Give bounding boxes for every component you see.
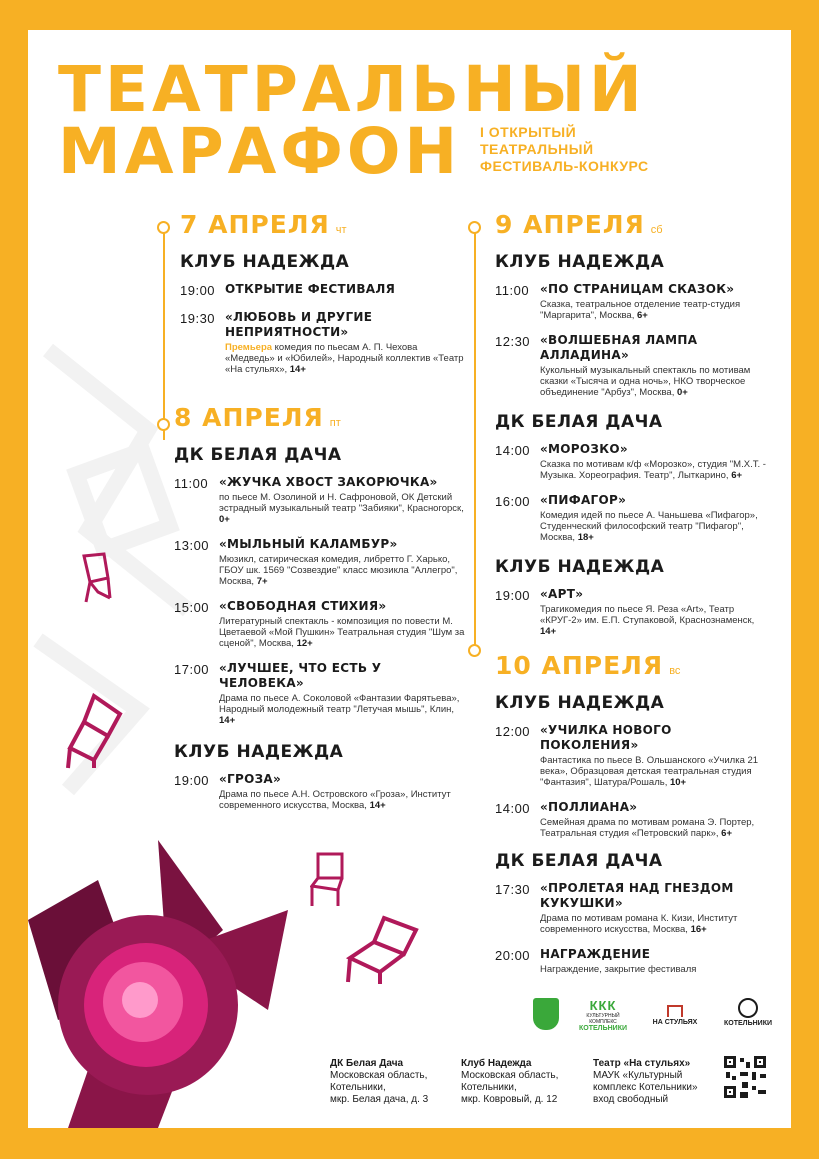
event-time: 14:00 xyxy=(495,443,531,458)
event-desc: Драма по мотивам романа К. Кизи, Институт современного искусства, Москва, 16+ xyxy=(540,913,738,935)
timeline-dot xyxy=(468,644,481,657)
event xyxy=(174,537,465,587)
event xyxy=(174,475,465,525)
event xyxy=(180,282,465,298)
timeline-left xyxy=(163,230,165,440)
timeline-dot xyxy=(157,418,170,431)
title-line-1: ТЕАТРАЛЬНЫЙ xyxy=(58,53,646,126)
event-title: НАГРАЖДЕНИЕ xyxy=(540,947,651,961)
address-title: ДК Белая Дача xyxy=(330,1058,404,1069)
event-desc: Мюзикл, сатирическая комедия, либретто Г. Харько, ГБОУ шк. 1569 "Созвездие" класс мюзикла "Аллегро", Москва, 7+ xyxy=(219,554,458,587)
event-time: 17:00 xyxy=(174,662,210,677)
event-desc: Сказка, театральное отделение театр-студия "Маргарита", Москва, 6+ xyxy=(540,299,741,321)
kkk-logo xyxy=(573,998,633,1032)
day-column-left xyxy=(174,210,465,823)
address-line: Котельники, xyxy=(461,1082,517,1093)
event-time: 19:00 xyxy=(174,773,210,788)
kkk-logo-line2: КОТЕЛЬНИКИ xyxy=(579,1025,627,1032)
address-line: комплекс Котельники» xyxy=(593,1082,698,1093)
qr-code-icon[interactable] xyxy=(722,1054,768,1100)
address-line: мкр. Белая дача, д. 3 xyxy=(330,1094,429,1105)
day-weekday: чт xyxy=(335,224,347,236)
event-desc: Фантастика по пьесе В. Ольшанского «Училка 21 века», Образцовая детская театральная студия "Фантазия", Шатура/Рошаль, 10+ xyxy=(540,755,759,788)
kotelniki-logo-text: КОТЕЛЬНИКИ xyxy=(724,1020,772,1027)
address-teatr-na-stulyah xyxy=(593,1058,698,1106)
event-desc: по пьесе М. Озолиной и Н. Сафроновой, ОК Детский эстрадный музыкальный театр "Забияки", Красногорск, 0+ xyxy=(219,492,464,525)
event-title: «АРТ» xyxy=(540,587,584,601)
age-rating: 14+ xyxy=(369,800,386,811)
event-desc: Сказка по мотивам к/ф «Морозко», студия "М.Х.Т. - Музыка. Хореография. Театр", Лыткарино, 6+ xyxy=(540,459,766,481)
event-title: «ПОЛЛИАНА» xyxy=(540,800,638,814)
address-line: Котельники, xyxy=(330,1082,386,1093)
event xyxy=(495,333,770,398)
event-title: «ПИФАГОР» xyxy=(540,493,627,507)
chair-icon xyxy=(76,552,116,604)
event xyxy=(495,282,770,321)
event xyxy=(174,772,465,811)
address-klub-nadezhda xyxy=(461,1058,558,1106)
premiere-label: Премьера xyxy=(225,342,273,353)
event-time: 20:00 xyxy=(495,948,531,963)
age-rating: 14+ xyxy=(219,715,236,726)
event xyxy=(495,723,770,788)
event-time: 19:00 xyxy=(495,588,531,603)
event-desc: Семейная драма по мотивам романа Э. Портер, Театральная студия «Петровский парк», 6+ xyxy=(540,817,755,839)
na-stulyah-logo-text: НА СТУЛЬЯХ xyxy=(652,1019,698,1026)
timeline-dot xyxy=(157,221,170,234)
event xyxy=(495,493,770,543)
day-header xyxy=(495,210,770,246)
venue-name: ДК БЕЛАЯ ДАЧА xyxy=(174,445,342,465)
address-line: МАУК «Культурный xyxy=(593,1070,683,1081)
subtitle xyxy=(480,124,649,175)
event-time: 14:00 xyxy=(495,801,531,816)
age-rating: 14+ xyxy=(540,626,557,637)
age-rating: 7+ xyxy=(256,576,268,587)
address-title: Театр «На стульях» xyxy=(593,1058,691,1069)
day-date: 7 АПРЕЛЯ xyxy=(180,210,330,239)
venue-name: КЛУБ НАДЕЖДА xyxy=(174,742,344,762)
day-column-right xyxy=(495,210,770,987)
age-rating: 12+ xyxy=(296,638,313,649)
day-date: 10 АПРЕЛЯ xyxy=(495,651,664,680)
day-header xyxy=(180,210,465,246)
venue-name: ДК БЕЛАЯ ДАЧА xyxy=(495,412,663,432)
event-time: 12:00 xyxy=(495,724,531,739)
timeline-right xyxy=(474,230,476,650)
venue-name: КЛУБ НАДЕЖДА xyxy=(180,252,350,272)
kkk-logo-mark: ККК xyxy=(589,998,617,1013)
chair-icon xyxy=(344,914,424,986)
venue-name: КЛУБ НАДЕЖДА xyxy=(495,693,665,713)
address-line: вход свободный xyxy=(593,1094,669,1105)
na-stulyah-logo xyxy=(646,1005,704,1026)
chair-icon xyxy=(64,692,130,770)
event xyxy=(495,442,770,481)
coat-of-arms-logo xyxy=(533,998,559,1030)
event-time: 19:00 xyxy=(180,283,216,298)
venue-name: КЛУБ НАДЕЖДА xyxy=(495,252,665,272)
event-time: 15:00 xyxy=(174,600,210,615)
subtitle-line: I ОТКРЫТЫЙ xyxy=(480,124,577,140)
day-header xyxy=(495,651,770,687)
event-title: ОТКРЫТИЕ ФЕСТИВАЛЯ xyxy=(225,282,396,296)
address-line: мкр. Ковровый, д. 12 xyxy=(461,1094,558,1105)
venue-name: ДК БЕЛАЯ ДАЧА xyxy=(495,851,663,871)
event-title: «ПРОЛЕТАЯ НАД ГНЕЗДОМ КУКУШКИ» xyxy=(540,881,734,910)
venue-name: КЛУБ НАДЕЖДА xyxy=(495,557,665,577)
age-rating: 6+ xyxy=(721,828,732,839)
cup-icon xyxy=(738,998,758,1018)
event xyxy=(174,661,465,726)
age-rating: 10+ xyxy=(669,777,687,788)
event-title: «УЧИЛКА НОВОГО ПОКОЛЕНИЯ» xyxy=(540,723,672,752)
event-title: «ПО СТРАНИЦАМ СКАЗОК» xyxy=(540,282,735,296)
event-title: «ВОЛШЕБНАЯ ЛАМПА АЛЛАДИНА» xyxy=(540,333,698,362)
event-title: «МОРОЗКО» xyxy=(540,442,628,456)
event-desc: Кукольный музыкальный спектакль по мотивам сказки «Тысяча и одна ночь», НКО творческое объединение "Арбуз", Москва, 0+ xyxy=(540,365,751,398)
title-line-2: МАРАФОН xyxy=(58,115,462,188)
age-rating: 6+ xyxy=(731,470,743,481)
event xyxy=(495,947,770,975)
kkk-logo-line1: КУЛЬТУРНЫЙ КОМПЛЕКС xyxy=(586,1013,620,1025)
event-title: «СВОБОДНАЯ СТИХИЯ» xyxy=(219,599,387,613)
event-title: «ГРОЗА» xyxy=(219,772,282,786)
day-weekday: вс xyxy=(669,665,681,677)
spotlight-graphic xyxy=(28,810,348,1128)
subtitle-line: ФЕСТИВАЛЬ-КОНКУРС xyxy=(480,158,649,174)
event-time: 16:00 xyxy=(495,494,531,509)
age-rating: 6+ xyxy=(636,310,648,321)
event-desc: Награждение, закрытие фестиваля xyxy=(540,964,697,975)
event-title: «ЛУЧШЕЕ, ЧТО ЕСТЬ У ЧЕЛОВЕКА» xyxy=(219,661,382,690)
age-rating: 14+ xyxy=(289,364,306,375)
event xyxy=(180,310,465,375)
day-header xyxy=(174,403,465,439)
chair-icon xyxy=(667,1005,683,1017)
event-desc: Драма по пьесе А. Соколовой «Фантазии Фарятьева», Народный молодежный театр "Летучая мышь", Клин, 14+ xyxy=(219,693,460,726)
age-rating: 16+ xyxy=(690,924,707,935)
day-date: 8 АПРЕЛЯ xyxy=(174,403,324,432)
event xyxy=(495,881,770,935)
event-desc: Трагикомедия по пьесе Я. Реза «Art», Театр «КРУГ-2» им. Е.П. Ступаковой, Краснознаменск, 14+ xyxy=(540,604,755,637)
event-title: «МЫЛЬНЫЙ КАЛАМБУР» xyxy=(219,537,398,551)
address-line: Московская область, xyxy=(330,1070,428,1081)
event xyxy=(495,800,770,839)
event-time: 11:00 xyxy=(174,476,209,491)
day-weekday: сб xyxy=(650,224,663,236)
timeline-dot xyxy=(468,221,481,234)
event-time: 19:30 xyxy=(180,311,216,326)
address-line: Московская область, xyxy=(461,1070,559,1081)
address-belaya-dacha xyxy=(330,1058,428,1106)
event-time: 13:00 xyxy=(174,538,210,553)
subtitle-line: ТЕАТРАЛЬНЫЙ xyxy=(480,141,594,157)
day-weekday: пт xyxy=(329,417,341,429)
age-rating: 0+ xyxy=(219,514,230,525)
event xyxy=(495,587,770,637)
event-desc: Комедия идей по пьесе А. Чаньшева «Пифагор», Студенческий философский театр "Пифагор", Москва, 18+ xyxy=(540,510,758,543)
age-rating: 18+ xyxy=(577,532,594,543)
event-title: «ЛЮБОВЬ И ДРУГИЕ НЕПРИЯТНОСТИ» xyxy=(225,310,373,339)
event-time: 17:30 xyxy=(495,882,531,897)
address-title: Клуб Надежда xyxy=(461,1058,532,1069)
event-desc: Литературный спектакль - композиция по повести М. Цветаевой «Мой Пушкин» Театральная студия "Шум за сценой", Москва, 12+ xyxy=(219,616,465,649)
event-time: 12:30 xyxy=(495,334,531,349)
event-desc: Драма по пьесе А.Н. Островского «Гроза», Институт современного искусства, Москва, 14+ xyxy=(219,789,451,811)
poster xyxy=(28,30,791,1128)
event-desc: Премьера комедия по пьесам А. П. Чехова «Медведь» и «Юбилей», Народный коллектив «Театр «На стульях», 14+ xyxy=(225,342,464,375)
kotelniki-info-logo xyxy=(718,998,778,1027)
age-rating: 0+ xyxy=(676,387,688,398)
day-date: 9 АПРЕЛЯ xyxy=(495,210,645,239)
event-time: 11:00 xyxy=(495,283,530,298)
event-title: «ЖУЧКА ХВОСТ ЗАКОРЮЧКА» xyxy=(219,475,438,489)
event xyxy=(174,599,465,649)
